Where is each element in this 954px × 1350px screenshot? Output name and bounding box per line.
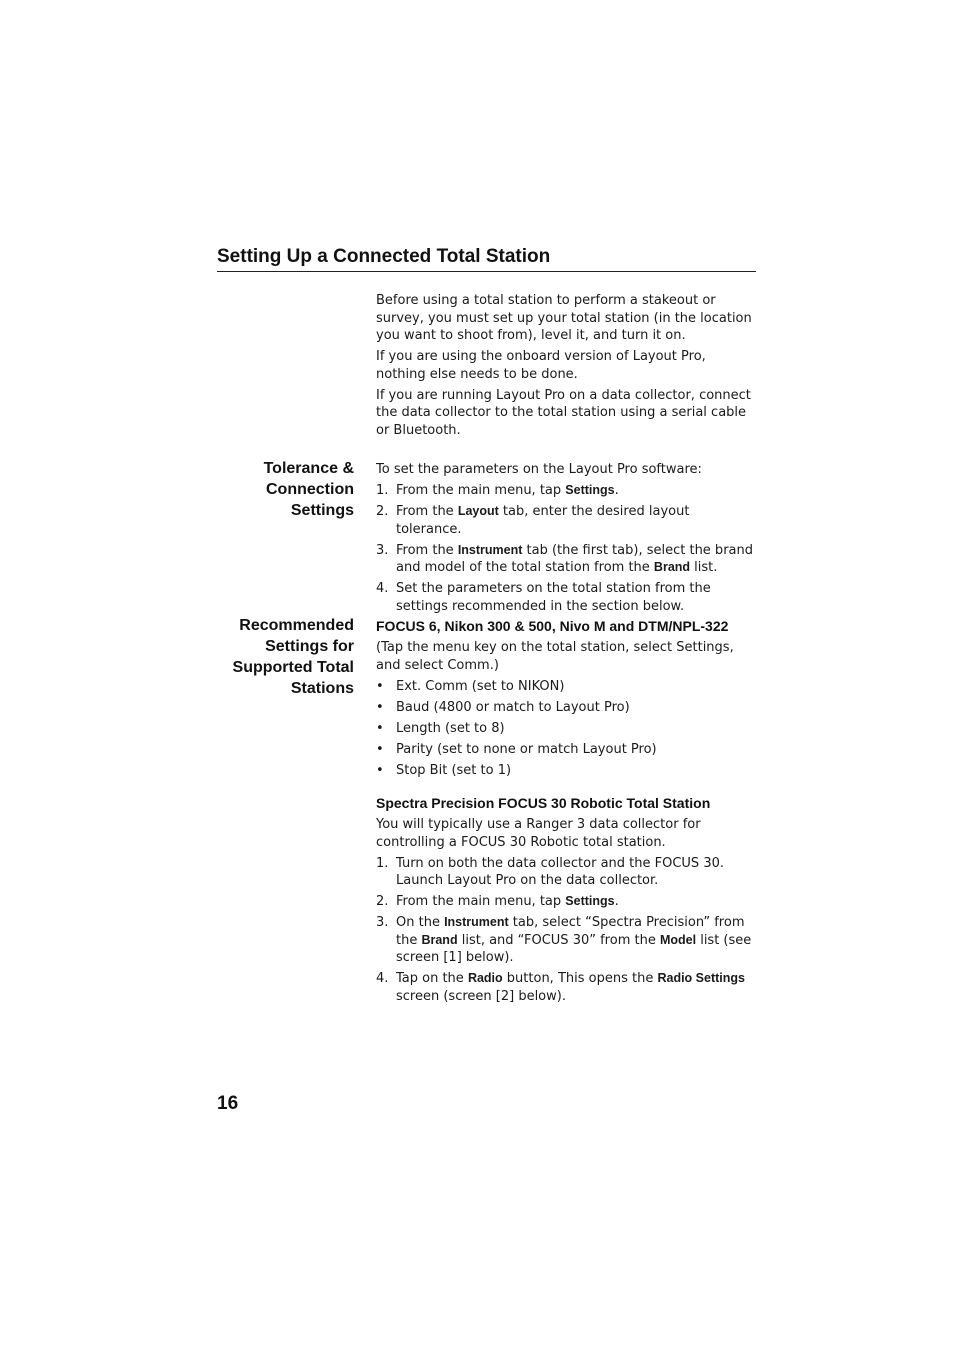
list-item: • Parity (set to none or match Layout Pro) <box>376 741 657 757</box>
tolerance-steps <box>376 482 756 615</box>
ui-term-instrument: Instrument <box>457 542 523 557</box>
ui-term-settings: Settings <box>565 483 615 497</box>
ui-term-model: Model <box>659 932 697 947</box>
title-rule <box>217 271 756 272</box>
focus30-section <box>376 794 756 1009</box>
page-number: 16 <box>217 1093 239 1114</box>
ui-term-brand: Brand <box>653 560 691 574</box>
list-item: 3. From the Instrument tab (the first tab), select the brand and model of the total station from the Brand list. <box>376 542 753 575</box>
list-item: 3. On the Instrument tab, select “Spectra Precision” from the Brand list, and “FOCUS 30” from the Model list (see screen [1] below). <box>376 915 752 965</box>
ui-term-layout: Layout <box>457 504 499 518</box>
ui-term-instrument: Instrument <box>444 915 509 929</box>
page-title: Setting Up a Connected Total Station <box>217 246 551 267</box>
tolerance-section <box>376 461 756 619</box>
list-item: 4. Tap on the Radio button, This opens the Radio Settings screen (screen [2] below). <box>376 971 745 1004</box>
list-item: 2. From the main menu, tap Settings. <box>376 894 619 909</box>
focus30-lead: You will typically use a Ranger 3 data collector for controlling a FOCUS 30 Robotic total station. <box>376 817 701 850</box>
tolerance-lead: To set the parameters on the Layout Pro software: <box>376 462 702 477</box>
intro-section <box>376 292 756 443</box>
focus6-settings-list <box>376 678 756 780</box>
list-item: 1. From the main menu, tap Settings. <box>376 483 619 498</box>
intro-paragraph: If you are running Layout Pro on a data collector, connect the data collector to the total station using a serial cable or Bluetooth. <box>376 387 751 438</box>
focus6-lead: (Tap the menu key on the total station, select Settings, and select Comm.) <box>376 640 734 673</box>
intro-paragraph: Before using a total station to perform a stakeout or survey, you must set up your total station (in the location you want to shoot from), level it, and turn it on. <box>376 293 752 343</box>
focus6-heading: FOCUS 6, Nikon 300 & 500, Nivo M and DTM/NPL-322 <box>376 618 729 634</box>
ui-term-brand: Brand <box>421 932 458 947</box>
list-item: • Ext. Comm (set to NIKON) <box>376 678 565 694</box>
focus30-heading: Spectra Precision FOCUS 30 Robotic Total Station <box>376 795 711 811</box>
tolerance-heading: Tolerance & Connection Settings <box>263 460 354 519</box>
recommended-heading: Recommended Settings for Supported Total Stations <box>232 617 354 697</box>
list-item: 1. Turn on both the data collector and the FOCUS 30. Launch Layout Pro on the data collector. <box>376 855 724 888</box>
ui-term-radio-settings: Radio Settings <box>657 971 745 985</box>
list-item: 4. Set the parameters on the total station from the settings recommended in the section below. <box>376 581 711 614</box>
focus6-section <box>376 617 756 783</box>
ui-term-radio: Radio <box>467 971 503 985</box>
focus30-steps <box>376 855 756 1006</box>
ui-term-settings: Settings <box>565 894 615 908</box>
list-item: • Length (set to 8) <box>376 720 505 736</box>
intro-paragraph: If you are using the onboard version of Layout Pro, nothing else needs to be done. <box>376 349 706 382</box>
list-item: • Stop Bit (set to 1) <box>376 762 512 778</box>
list-item: 2. From the Layout tab, enter the desired layout tolerance. <box>376 504 690 537</box>
list-item: • Baud (4800 or match to Layout Pro) <box>376 699 630 715</box>
